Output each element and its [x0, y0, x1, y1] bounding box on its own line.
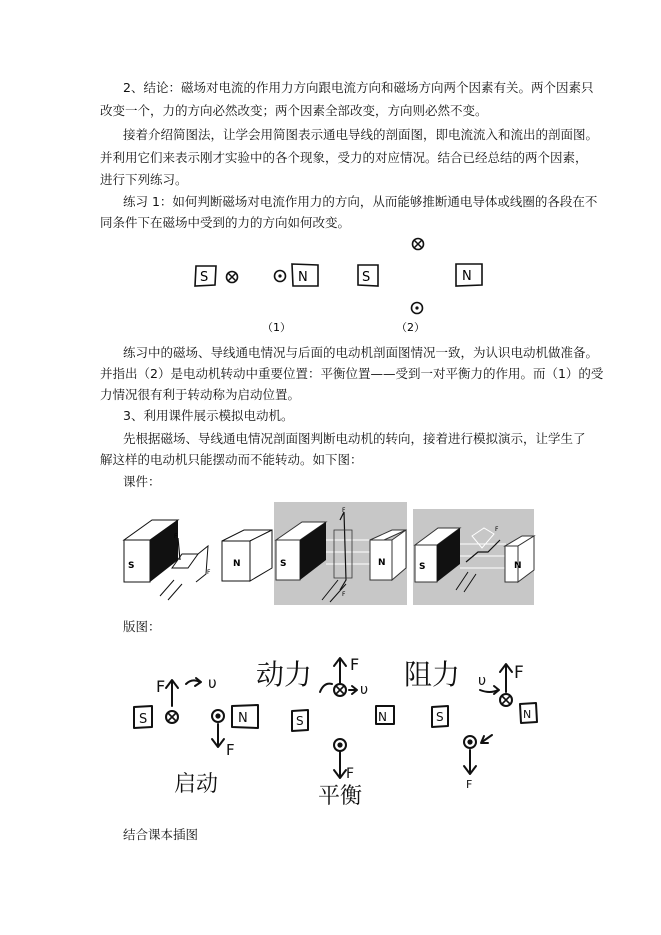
board-group-resist — [404, 658, 537, 791]
board-group-start — [134, 674, 258, 797]
caption-1: （1） — [262, 321, 291, 334]
note-line-2: 并指出（2）是电动机转动中重要位置：平衡位置——受到一对平衡力的作用。而（1）的受 — [100, 366, 604, 381]
svg-text:S: S — [200, 270, 209, 285]
board-word-start: 启动 — [174, 772, 219, 797]
board-label: 版图： — [123, 619, 161, 634]
footer-label: 结合课本插图 — [123, 827, 199, 842]
svg-text:N: N — [378, 710, 387, 724]
svg-text:F: F — [342, 591, 346, 598]
courseware-label: 课件： — [123, 474, 161, 489]
demo-line-2: 解这样的电动机只能摆动而不能转动。如下图： — [100, 452, 363, 467]
note-line-1: 练习中的磁场、导线通电情况与后面的电动机剖面图情况一致，为认识电动机做准备。 — [123, 345, 599, 360]
exercise-line-2: 同条件下在磁场中受到的力的方向如何改变。 — [100, 215, 351, 230]
svg-text:S: S — [280, 559, 287, 569]
svg-text:F: F — [342, 507, 346, 514]
svg-text:F: F — [466, 778, 473, 791]
svg-text:S: S — [128, 561, 135, 571]
board-group-balance — [256, 655, 394, 809]
svg-text:N: N — [462, 269, 472, 284]
demo-line-1: 先根据磁场、导线通电情况剖面图判断电动机的转向，接着进行模拟演示，让学生了 — [123, 431, 586, 446]
svg-text:N: N — [298, 270, 308, 285]
svg-text:N: N — [378, 558, 386, 568]
svg-text:S: S — [436, 710, 444, 724]
svg-text:S: S — [419, 562, 426, 572]
caption-2: （2） — [396, 321, 425, 334]
svg-text:F: F — [207, 569, 211, 576]
svg-text:S: S — [362, 270, 371, 285]
board-word-balance: 平衡 — [318, 784, 363, 809]
intro-line-2: 并利用它们来表示刚才实验中的各个现象，受力的对应情况。结合已经总结的两个因素， — [100, 150, 588, 165]
svg-text:N: N — [514, 561, 522, 571]
board-word-drive: 动力 — [256, 658, 313, 691]
intro-line-1: 接着介绍简图法，让学会用简图表示通电导线的剖面图，即电流流入和流出的剖面图。 — [123, 127, 599, 142]
exercise-line-1: 练习 1：如何判断磁场对电流作用力的方向，从而能够推断通电导体或线圈的各段在不 — [123, 194, 598, 209]
svg-text:F: F — [226, 741, 235, 759]
svg-text:υ: υ — [208, 674, 217, 692]
svg-text:F: F — [495, 526, 499, 533]
conclusion-line-2: 改变一个，力的方向必然改变；两个因素全部改变，方向则必然不变。 — [100, 103, 488, 118]
intro-line-3: 进行下列练习。 — [100, 172, 188, 187]
svg-text:F: F — [514, 663, 524, 683]
svg-text:υ: υ — [478, 673, 487, 689]
svg-text:F: F — [350, 655, 360, 674]
svg-text:F: F — [346, 766, 355, 782]
svg-text:N: N — [233, 559, 241, 569]
svg-text:N: N — [238, 711, 248, 726]
section-3-heading: 3、利用课件展示模拟电动机。 — [123, 408, 294, 423]
note-line-3: 力情况很有利于转动称为启动位置。 — [100, 387, 301, 402]
svg-text:υ: υ — [360, 682, 369, 698]
svg-text:F: F — [156, 677, 166, 696]
svg-text:S: S — [139, 712, 148, 727]
svg-text:F: F — [174, 533, 178, 540]
svg-text:S: S — [296, 714, 304, 728]
board-word-resist: 阻力 — [404, 658, 461, 691]
svg-text:N: N — [523, 708, 532, 721]
conclusion-line-1: 2、结论：磁场对电流的作用力方向跟电流方向和磁场方向两个因素有关。两个因素只 — [123, 80, 594, 95]
